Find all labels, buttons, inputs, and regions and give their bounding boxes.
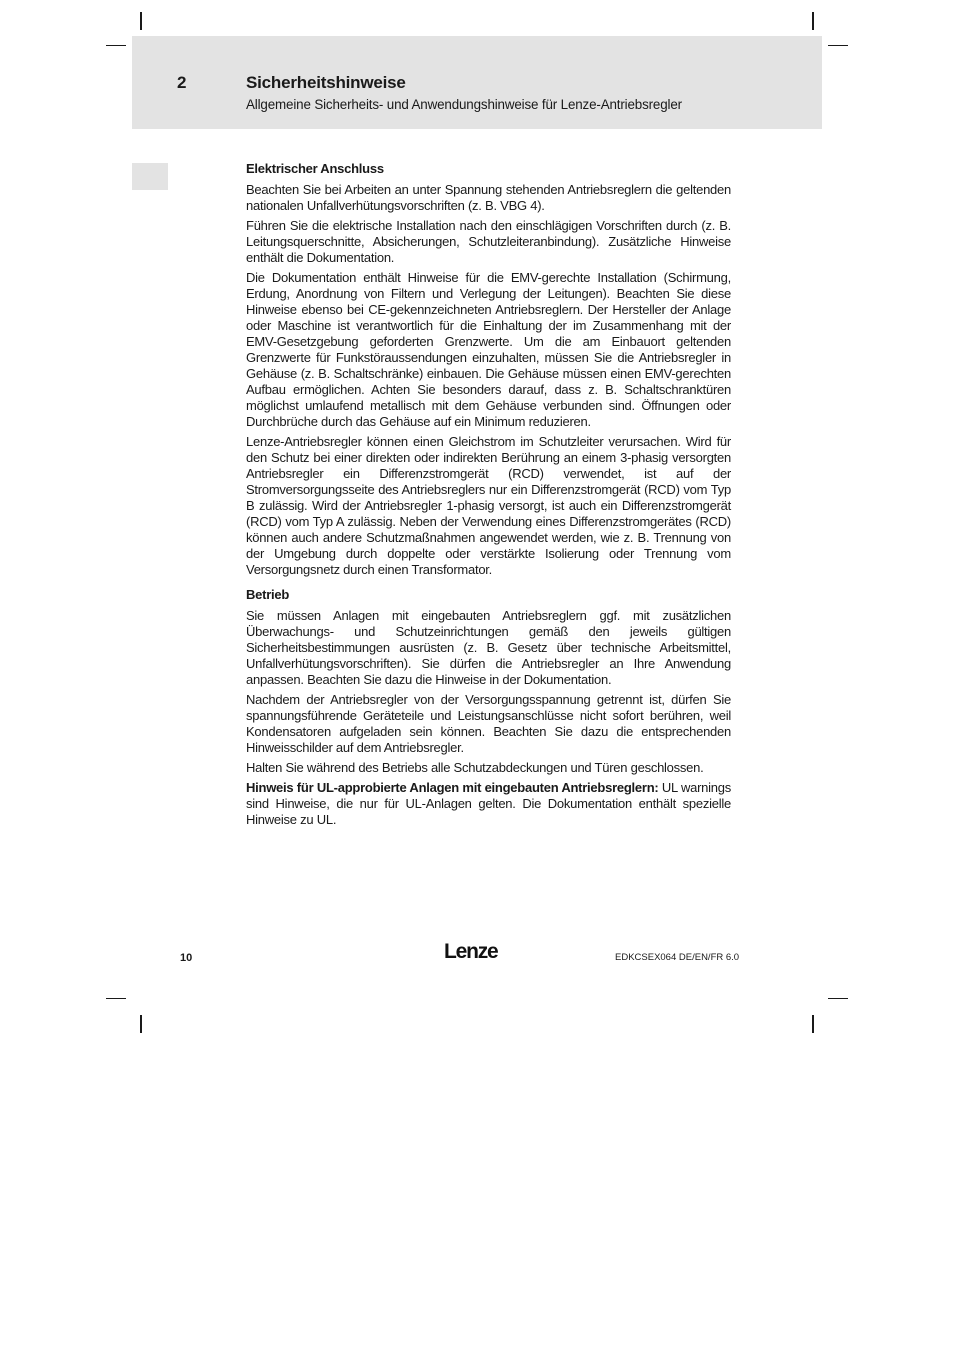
crop-mark-bottom-right-v [812, 1015, 814, 1033]
chapter-subtitle: Allgemeine Sicherheits- und Anwendungshinweise für Lenze-Antriebsregler [246, 97, 682, 112]
paragraph: Beachten Sie bei Arbeiten an unter Spannung stehenden Antriebsreglern die geltenden nationalen Unfallverhütungsvorschriften (z. B. VBG 4). [246, 182, 731, 213]
ul-note-text: UL warnings sind Hinweise, die nur für UL-Anlagen gelten. Die Dokumentation enthält spezielle Hinweise zu UL. [246, 780, 732, 827]
crop-mark-bottom-right-h [828, 998, 848, 999]
paragraph: Sie müssen Anlagen mit eingebauten Antriebsreglern ggf. mit zusätzlichen Überwachungs- und Schutzeinrichtungen gemäß den jeweils gültigen Sicherheitsbestimmungen ausrüsten (z. B. Gesetz über technische Arbeitsmittel, Unfallverhütungsvorschriften). Sie dürfen die Antriebsregler an Ihre Anwendung anpassen. Beachten Sie dazu die Hinweise in der Dokumentation. [246, 608, 731, 687]
page-number: 10 [180, 952, 193, 964]
crop-mark-top-left-h [106, 45, 126, 46]
paragraph: Nachdem der Antriebsregler von der Versorgungsspannung getrennt ist, dürfen Sie spannungsführende Geräteteile und Leistungsanschlüsse nicht sofort berühren, weil Kondensatoren aufgeladen sein können. Beachten Sie dazu die entsprechenden Hinweisschilder auf dem Antriebsregler. [246, 692, 731, 755]
crop-mark-top-right-v [812, 12, 814, 30]
ul-note-label: Hinweis für UL-approbierte Anlagen mit eingebauten Antriebsreglern: [246, 780, 659, 795]
crop-mark-top-right-h [828, 45, 848, 46]
crop-mark-top-left-v [140, 12, 142, 30]
lenze-logo: Lenze [444, 940, 498, 963]
paragraph: Führen Sie die elektrische Installation nach den einschlägigen Vorschriften durch (z. B. Leitungsquerschnitte, Absicherungen, Schutzleiteranbindung). Zusätzliche Hinweise enthält die Dokumentation. [246, 218, 731, 265]
side-tab-marker [132, 163, 168, 190]
document-id: EDKCSEX064 DE/EN/FR 6.0 [615, 952, 740, 963]
chapter-header-band [132, 36, 822, 129]
ul-note [246, 780, 731, 828]
paragraph: Lenze-Antriebsregler können einen Gleichstrom im Schutzleiter verursachen. Wird für den Schutz bei einer direkten oder indirekten Berührung an einem 3-phasig versorgten Antriebsregler ein Differenzstromgerät (RCD) verwendet, ist auf der Stromversorgungsseite des Antriebsreglers nur ein Differenzstromgerät (RCD) vom Typ B zulässig. Wird der Antriebsregler 1-phasig versorgt, ist auch ein Differenzstromgerät (RCD) vom Typ A zulässig. Neben der Verwendung eines Differenzstromgerätes (RCD) können auch andere Schutzmaßnahmen angewendet werden, wie z. B. Trennung von der Umgebung durch doppelte oder verstärkte Isolierung oder Trennung vom Versorgungsnetz durch einen Transformator. [246, 434, 731, 577]
crop-mark-bottom-left-v [140, 1015, 142, 1033]
section-heading-betrieb: Betrieb [246, 587, 290, 602]
chapter-title: Sicherheitshinweise [246, 73, 406, 92]
crop-mark-bottom-left-h [106, 998, 126, 999]
chapter-number: 2 [177, 73, 187, 92]
paragraph: Die Dokumentation enthält Hinweise für die EMV-gerechte Installation (Schirmung, Erdung, Anordnung von Filtern und Verlegung der Leitungen). Beachten Sie diese Hinweise ebenso bei CE-gekennzeichneten Antriebsreglern. Der Hersteller der Anlage oder Maschine ist verantwortlich für die Einhaltung der im Zusammenhang mit der EMV-Gesetzgebung geforderten Grenzwerte. Um die am Einbauort geltenden Grenzwerte für Funkstöraussendungen einzuhalten, müssen Sie die Antriebsregler in Gehäuse (z. B. Schaltschränke) einbauen. Die Gehäuse müssen einen EMV-gerechten Aufbau ermöglichen. Achten Sie besonders darauf, dass z. B. Schaltschranktüren möglichst umlaufend metallisch mit dem Gehäuse verbunden sind. Öffnungen oder Durchbrüche durch das Gehäuse auf ein Minimum reduzieren. [246, 270, 731, 429]
section-heading-elektrischer-anschluss: Elektrischer Anschluss [246, 161, 384, 176]
paragraph: Halten Sie während des Betriebs alle Schutzabdeckungen und Türen geschlossen. [246, 760, 704, 775]
main-content [246, 160, 731, 832]
